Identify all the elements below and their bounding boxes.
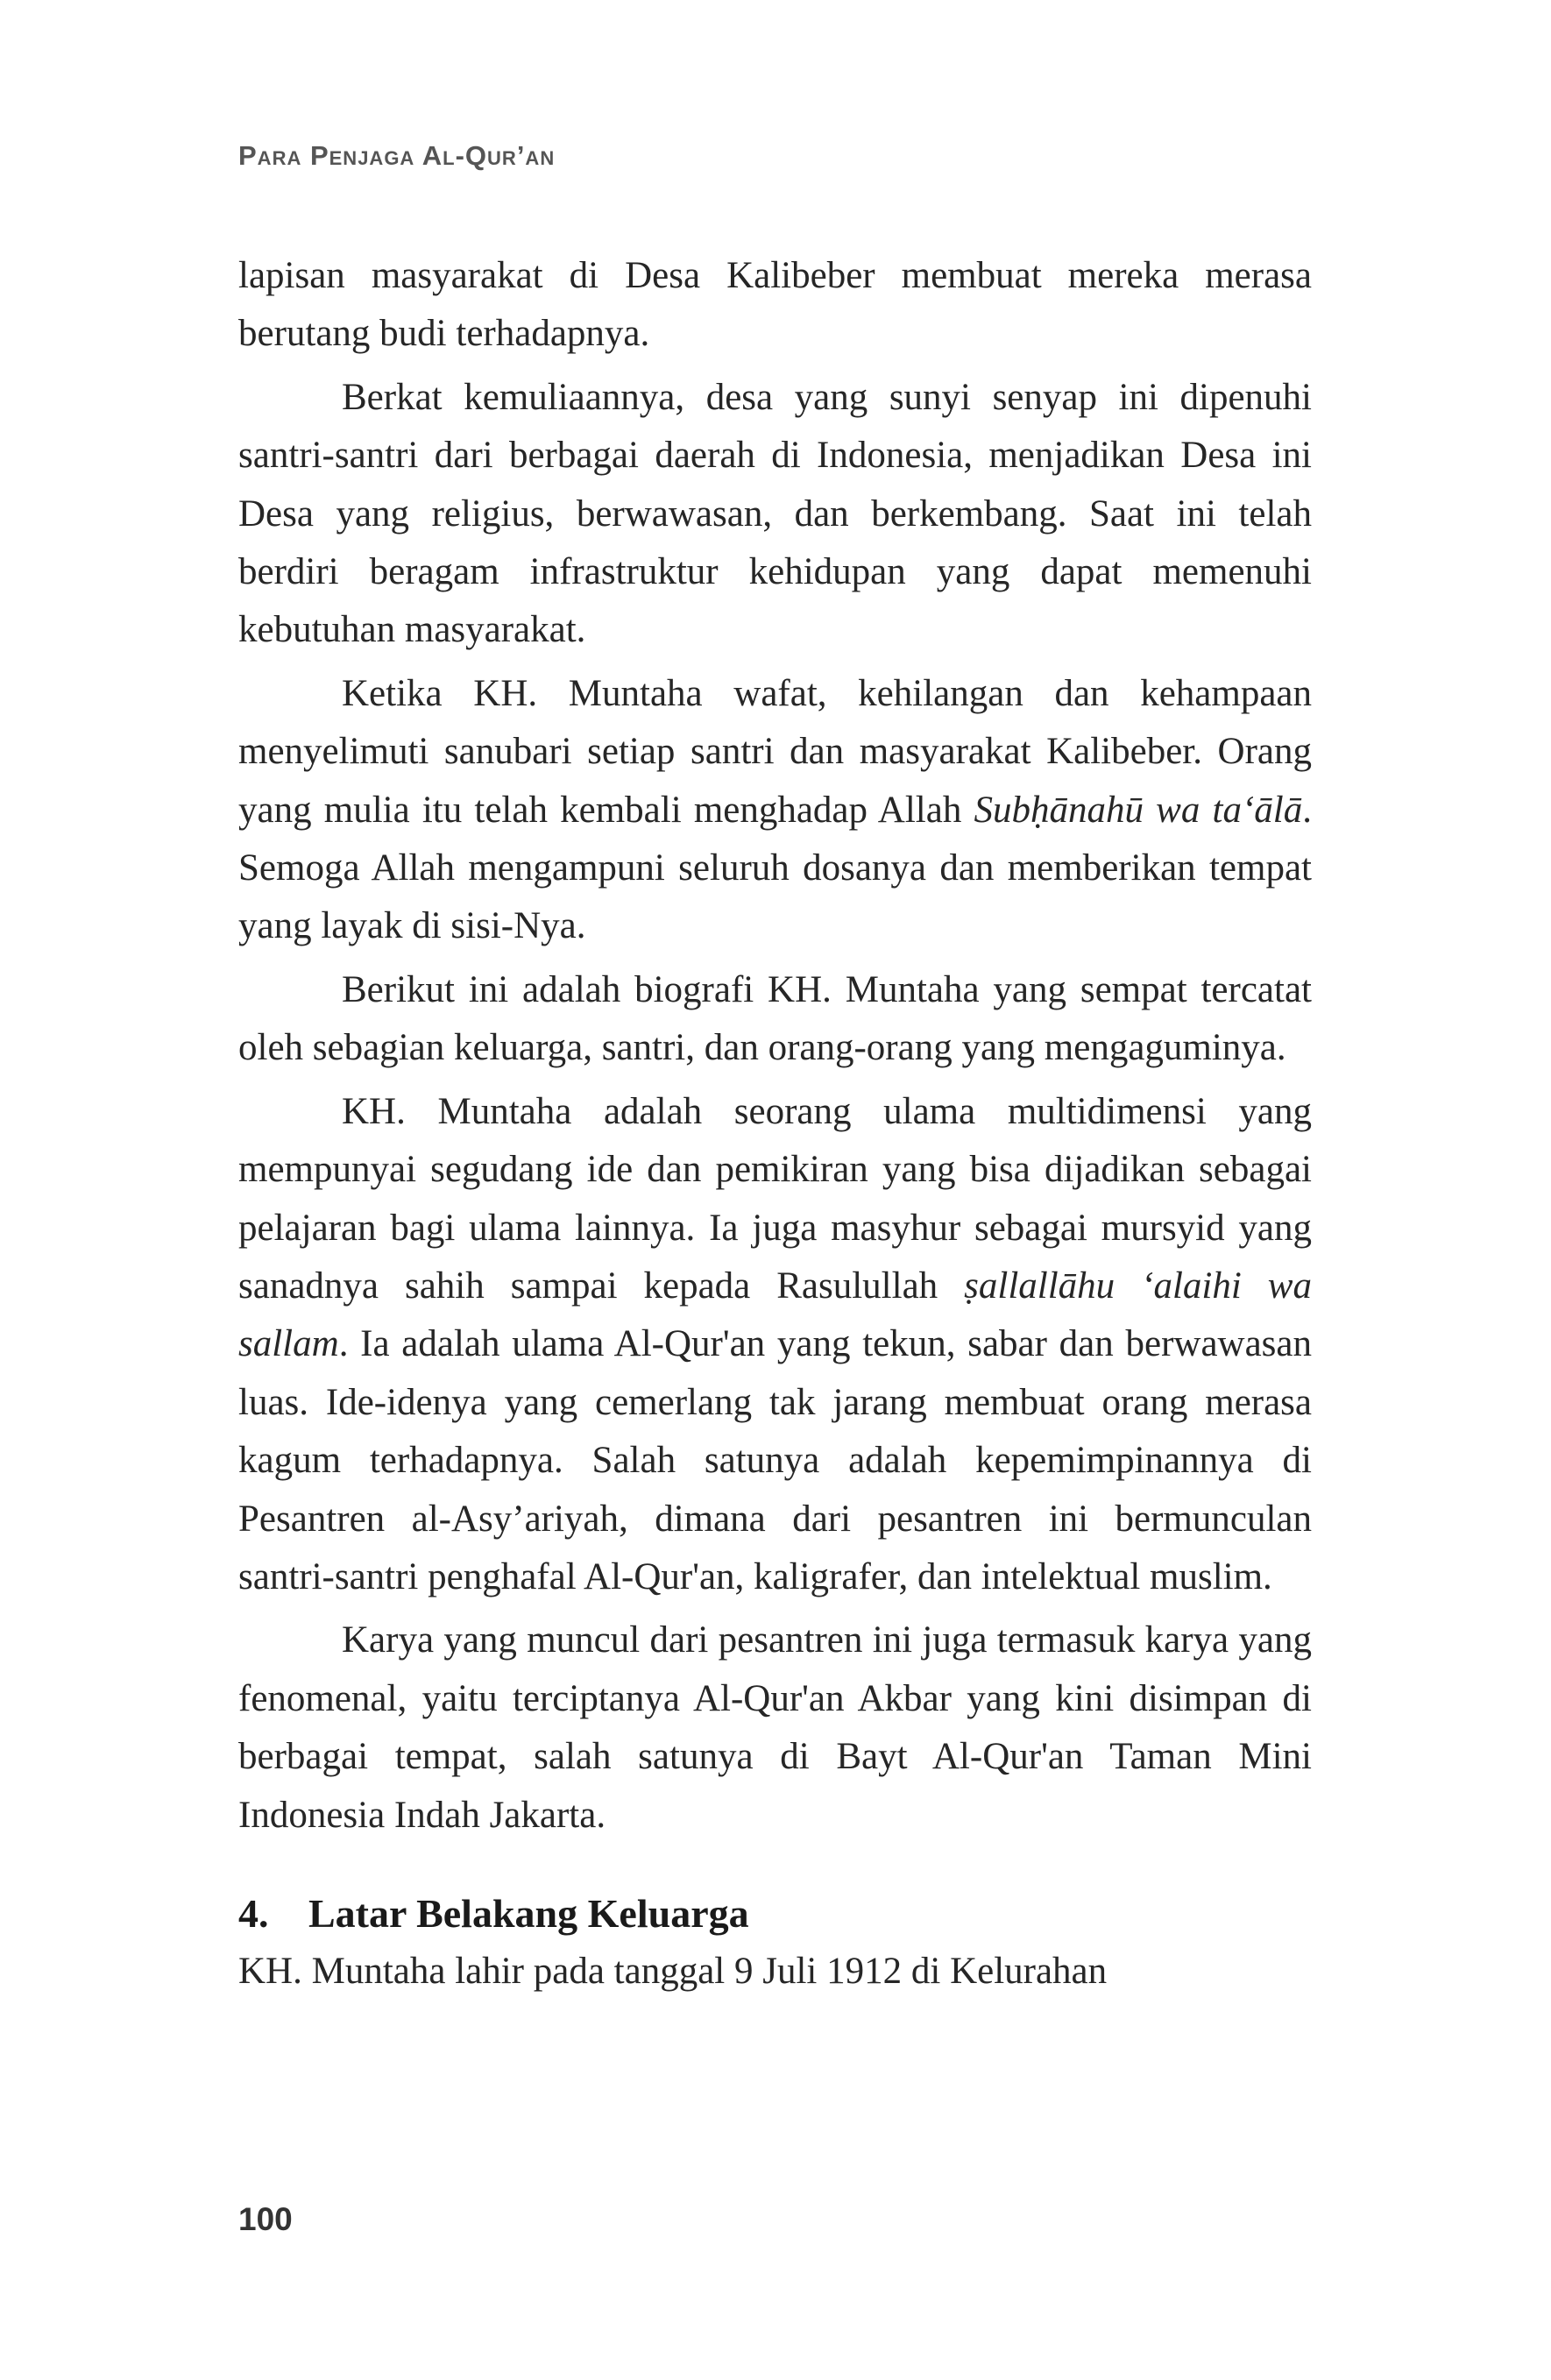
paragraph-5 — [238, 1083, 1312, 1607]
paragraph-5-italic-phrase: ṣallallāhu ‘alaihi wa sallam — [238, 1264, 1312, 1365]
paragraph-3-text-a: Ketika KH. Muntaha wafat, kehilangan dan kehampaan menyelimuti sanubari setiap santri dan masyarakat Kalibeber. Orang yang mulia itu telah kembali menghadap Allah — [238, 672, 1312, 831]
page-number: 100 — [238, 2201, 293, 2237]
paragraph-3-italic-phrase: Subḥānahū wa ta‘ālā — [974, 789, 1303, 831]
running-header: Para Penjaga Al-Qur’an — [238, 140, 556, 171]
section-title: Latar Belakang Keluarga — [308, 1890, 749, 1936]
section-intro-paragraph: KH. Muntaha lahir pada tanggal 9 Juli 1912 di Kelurahan — [238, 1950, 1108, 1992]
body-text — [238, 247, 1312, 2001]
paragraph-3 — [238, 665, 1312, 956]
paragraph-4: Berikut ini adalah biografi KH. Muntaha yang sempat tercatat oleh sebagian keluarga, santri, dan orang-orang yang mengaguminya. — [238, 968, 1312, 1069]
paragraph-2: Berkat kemuliaannya, desa yang sunyi senyap ini dipenuhi santri-santri dari berbagai daerah di Indonesia, menjadikan Desa ini Desa yang religius, berwawasan, dan berkembang. Saat ini telah berdiri beragam infrastruktur kehidupan yang dapat memenuhi kebutuhan masyarakat. — [238, 376, 1312, 651]
paragraph-1: lapisan masyarakat di Desa Kalibeber membuat mereka merasa berutang budi terhadapnya. — [238, 255, 1312, 355]
paragraph-6: Karya yang muncul dari pesantren ini juga termasuk karya yang fenomenal, yaitu terciptanya Al-Qur'an Akbar yang kini disimpan di berbagai tempat, salah satunya di Bayt Al-Qur'an Taman Mini Indonesia Indah Jakarta. — [238, 1619, 1312, 1836]
paragraph-5-text-a: KH. Muntaha adalah seorang ulama multidimensi yang mempunyai segudang ide dan pemikiran yang bisa dijadikan sebagai pelajaran bagi ulama lainnya. Ia juga masyhur sebagai mursyid yang sanadnya sahih sampai kepada Rasulullah — [238, 1090, 1312, 1307]
paragraph-5-text-b: . Ia adalah ulama Al-Qur'an yang tekun, sabar dan berwawasan luas. Ide-idenya yang cemerlang tak jarang membuat orang merasa kagum terhadapnya. Salah satunya adalah kepemimpinannya di Pesantren al-Asy’ariyah, dimana dari pesantren ini bermunculan santri-santri penghafal Al-Qur'an, kaligrafer, dan intelektual muslim. — [238, 1323, 1312, 1597]
paragraph-3-text-b: . Semoga Allah mengampuni seluruh dosanya dan memberikan tempat yang layak di sisi-Nya. — [238, 789, 1312, 947]
section-number: 4. — [238, 1890, 269, 1936]
section-heading — [238, 1885, 1312, 1943]
